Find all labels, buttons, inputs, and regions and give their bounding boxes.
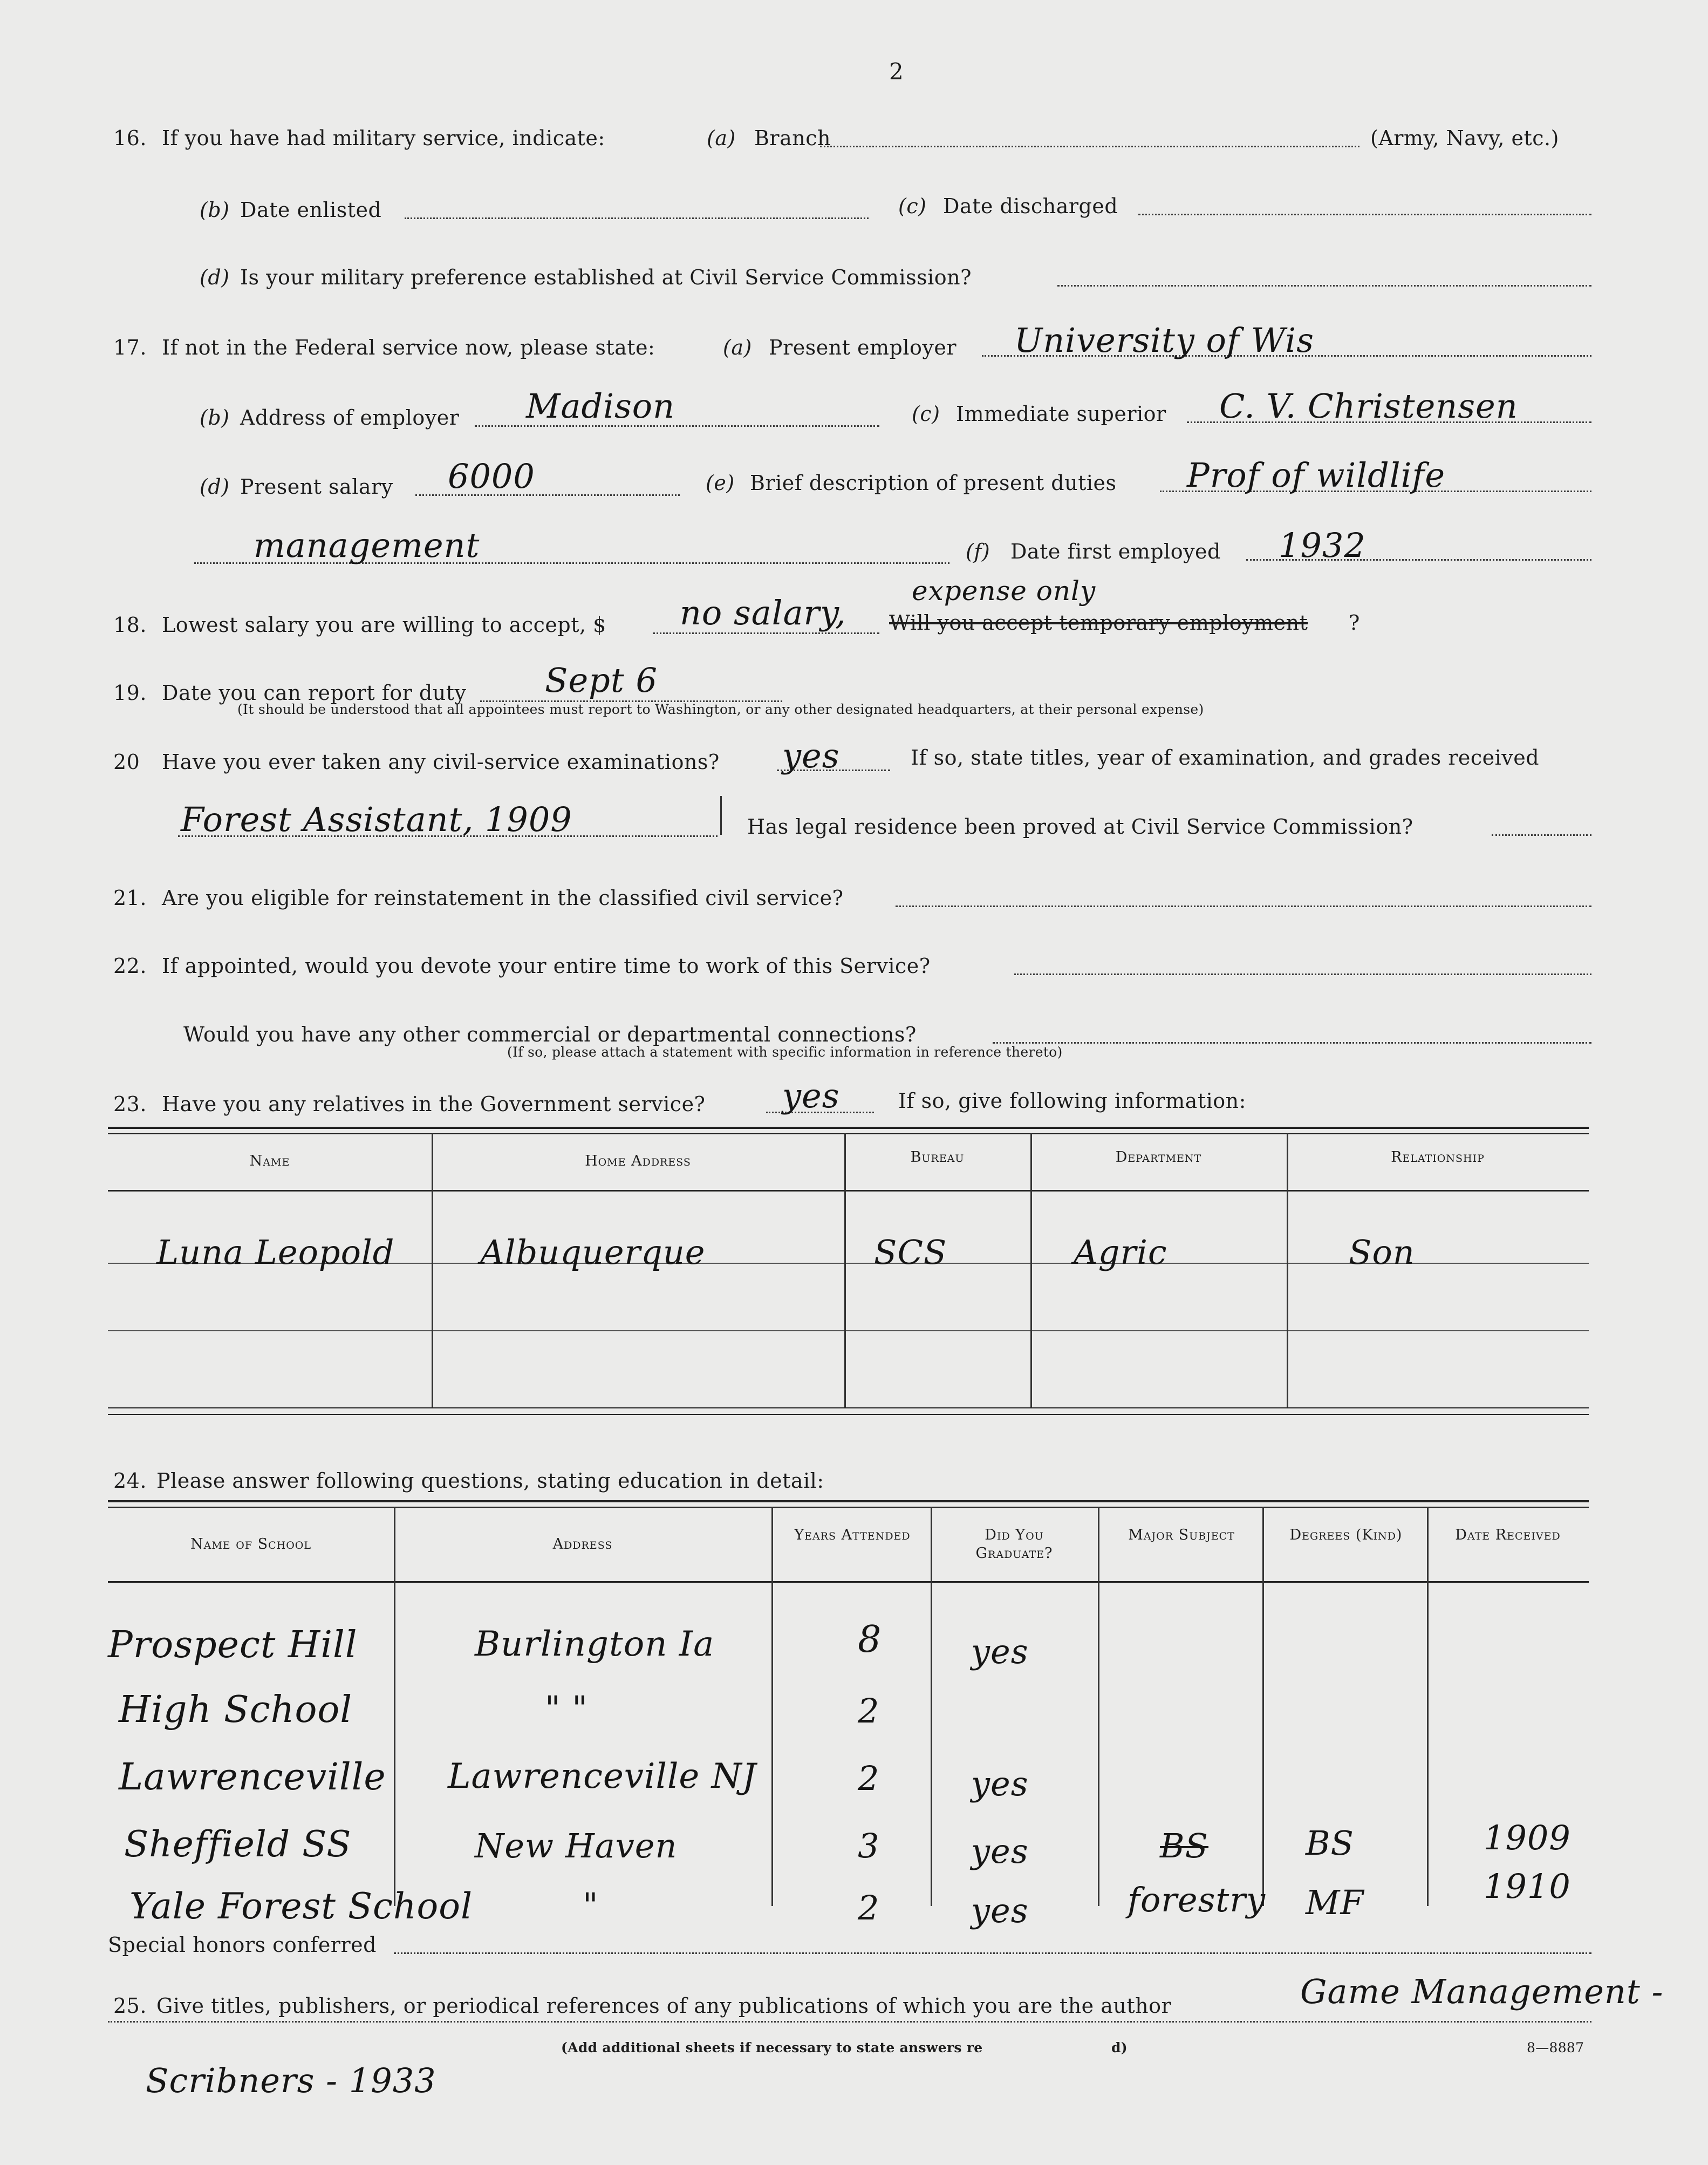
q18-question-mark: ? [1349, 611, 1360, 635]
lowest-salary-value-above: expense only [912, 575, 1096, 607]
q21-number: 21. [113, 886, 147, 910]
preference-field[interactable] [1057, 285, 1591, 287]
entire-time-label: If appointed, would you devote your entire time to work of this Service? [162, 954, 931, 978]
school-graduated: yes [971, 1764, 1029, 1803]
branch-note: (Army, Navy, etc.) [1370, 126, 1559, 150]
other-connections-field[interactable] [993, 1042, 1591, 1044]
additional-sheets-note: (Add additional sheets if necessary to state answers re [561, 2040, 983, 2055]
temporary-employment-label: Will you accept temporary employment [889, 611, 1308, 635]
date-enlisted-label: Date enlisted [240, 198, 382, 222]
relative-name: Luna Leopold [156, 1233, 395, 1272]
publications-field[interactable] [108, 2021, 1591, 2023]
school-address: " " [545, 1689, 588, 1728]
date-first-employed-label: Date first employed [1010, 540, 1221, 563]
exam-titles-value: Forest Assistant, 1909 [181, 800, 572, 839]
q18-number: 18. [113, 613, 147, 637]
legal-residence-field[interactable] [1492, 834, 1591, 836]
q19-number: 19. [113, 681, 147, 705]
q17-c-label: (c) [912, 402, 940, 426]
relative-bureau: SCS [874, 1233, 947, 1272]
other-connections-note: (If so, please attach a statement with specific information in reference thereto) [507, 1044, 1063, 1060]
relatives-label: Have you any relatives in the Government service? [162, 1092, 706, 1116]
present-employer-label: Present employer [769, 336, 957, 359]
date-discharged-label: Date discharged [943, 194, 1118, 218]
q16-number: 16. [113, 126, 147, 150]
q23-number: 23. [113, 1092, 147, 1116]
immediate-superior-value: C. V. Christensen [1219, 386, 1518, 426]
publications-value: Game Management - [1300, 1972, 1664, 2011]
entire-time-field[interactable] [1014, 973, 1591, 975]
school-address: " [583, 1885, 599, 1925]
relatives-header-department: Department [1115, 1149, 1202, 1166]
school-date: 1909 [1484, 1818, 1571, 1857]
legal-residence-label: Has legal residence been proved at Civil Service Commission? [747, 815, 1413, 839]
address-employer-label: Address of employer [240, 406, 460, 430]
education-header-years: Years Attended [794, 1527, 911, 1543]
civil-exam-value: yes [782, 736, 840, 775]
school-graduated: yes [971, 1632, 1029, 1671]
branch-label: Branch [754, 126, 831, 150]
immediate-superior-label: Immediate superior [956, 402, 1166, 426]
school-name: High School [119, 1689, 353, 1731]
reinstatement-field[interactable] [896, 906, 1591, 907]
date-discharged-field[interactable] [1138, 214, 1591, 215]
relatives-header-bureau: Bureau [910, 1149, 965, 1166]
present-employer-value: University of Wis [1014, 321, 1314, 360]
school-years: 2 [858, 1888, 880, 1928]
date-first-employed-value: 1932 [1279, 526, 1366, 565]
present-salary-value: 6000 [448, 457, 535, 496]
education-header-date: Date Received [1455, 1527, 1561, 1543]
q16-d-label: (d) [200, 265, 230, 289]
relatives-header-name: Name [249, 1153, 290, 1169]
address-employer-value: Madison [526, 386, 675, 426]
duties-value-1: Prof of wildlife [1187, 455, 1446, 495]
school-name: Sheffield SS [124, 1823, 352, 1865]
reinstatement-label: Are you eligible for reinstatement in the classified civil service? [162, 886, 844, 910]
school-name: Prospect Hill [108, 1624, 358, 1666]
exam-divider [720, 796, 722, 835]
q17-number: 17. [113, 336, 147, 359]
q17-b-label: (b) [200, 406, 230, 430]
education-header-graduate: Did You Graduate? [975, 1527, 1053, 1562]
page-number: 2 [889, 58, 904, 85]
relatives-header-relationship: Relationship [1391, 1149, 1485, 1166]
education-label: Please answer following questions, stating education in detail: [156, 1469, 824, 1493]
relatives-info-label: If so, give following information: [898, 1089, 1246, 1113]
preference-label: Is your military preference established at Civil Service Commission? [240, 265, 972, 289]
education-header-address: Address [552, 1536, 613, 1553]
q22-number: 22. [113, 954, 147, 978]
school-years: 2 [858, 1691, 880, 1731]
lowest-salary-field[interactable] [653, 632, 879, 634]
school-degree: MF [1306, 1883, 1364, 1922]
q16-b-label: (b) [200, 198, 230, 222]
q17-a-label: (a) [723, 336, 752, 359]
relative-relationship: Son [1349, 1233, 1415, 1272]
other-connections-label: Would you have any other commercial or departmental connections? [183, 1023, 917, 1046]
date-enlisted-field[interactable] [405, 217, 869, 219]
q17-text: If not in the Federal service now, please state: [162, 336, 655, 359]
honors-label: Special honors conferred [108, 1933, 377, 1957]
report-date-value: Sept 6 [545, 661, 658, 700]
civil-exam-label: Have you ever taken any civil-service examinations? [162, 750, 720, 774]
honors-field[interactable] [394, 1952, 1591, 1954]
education-header-degrees: Degrees (Kind) [1289, 1527, 1403, 1543]
present-salary-label: Present salary [240, 475, 393, 499]
school-major: BS [1160, 1826, 1209, 1866]
relatives-value: yes [782, 1076, 840, 1115]
q17-f-label: (f) [966, 540, 990, 563]
school-major: forestry [1128, 1880, 1266, 1919]
school-years: 2 [858, 1759, 880, 1798]
school-years: 3 [858, 1826, 880, 1866]
duties-value-2: management [254, 526, 480, 565]
school-graduated: yes [971, 1891, 1029, 1930]
q20-number: 20 [113, 750, 140, 774]
school-name: Lawrenceville [119, 1756, 386, 1799]
education-header-school: Name of School [190, 1536, 311, 1553]
q24-number: 24. [113, 1469, 147, 1493]
q17-d-label: (d) [200, 475, 230, 499]
report-date-label: Date you can report for duty [162, 681, 467, 705]
relatives-header-address: Home Address [585, 1153, 691, 1169]
relative-address: Albuquerque [480, 1233, 706, 1272]
school-graduated: yes [971, 1832, 1029, 1871]
civil-exam-titles-label: If so, state titles, year of examination, and grades received [911, 746, 1540, 770]
publications-label: Give titles, publishers, or periodical references of any publications of which you are the author [156, 1994, 1172, 2018]
q16-c-label: (c) [898, 194, 927, 218]
report-note: (It should be understood that all appointees must report to Washington, or any other designated headquarters, at their personal expense) [237, 702, 1204, 717]
publications-value-2: Scribners - 1933 [146, 2061, 436, 2100]
relative-department: Agric [1074, 1233, 1167, 1272]
lowest-salary-label: Lowest salary you are willing to accept, $ [162, 613, 606, 637]
q25-number: 25. [113, 1994, 147, 2018]
school-address: Burlington Ia [475, 1624, 715, 1664]
school-address: Lawrenceville NJ [448, 1756, 757, 1796]
school-years: 8 [858, 1618, 882, 1661]
duties-label: Brief description of present duties [750, 471, 1117, 495]
form-number: 8—8887 [1527, 2040, 1584, 2055]
education-header-major: Major Subject [1128, 1527, 1235, 1543]
school-degree: BS [1306, 1823, 1355, 1863]
q16-text: If you have had military service, indicate: [162, 126, 605, 150]
school-date: 1910 [1484, 1867, 1571, 1906]
branch-field[interactable] [820, 146, 1359, 147]
q17-e-label: (e) [706, 471, 735, 495]
lowest-salary-value: no salary, [680, 593, 846, 632]
school-address: New Haven [475, 1826, 678, 1866]
school-name: Yale Forest School [129, 1885, 473, 1927]
q16-a-label: (a) [707, 126, 736, 150]
